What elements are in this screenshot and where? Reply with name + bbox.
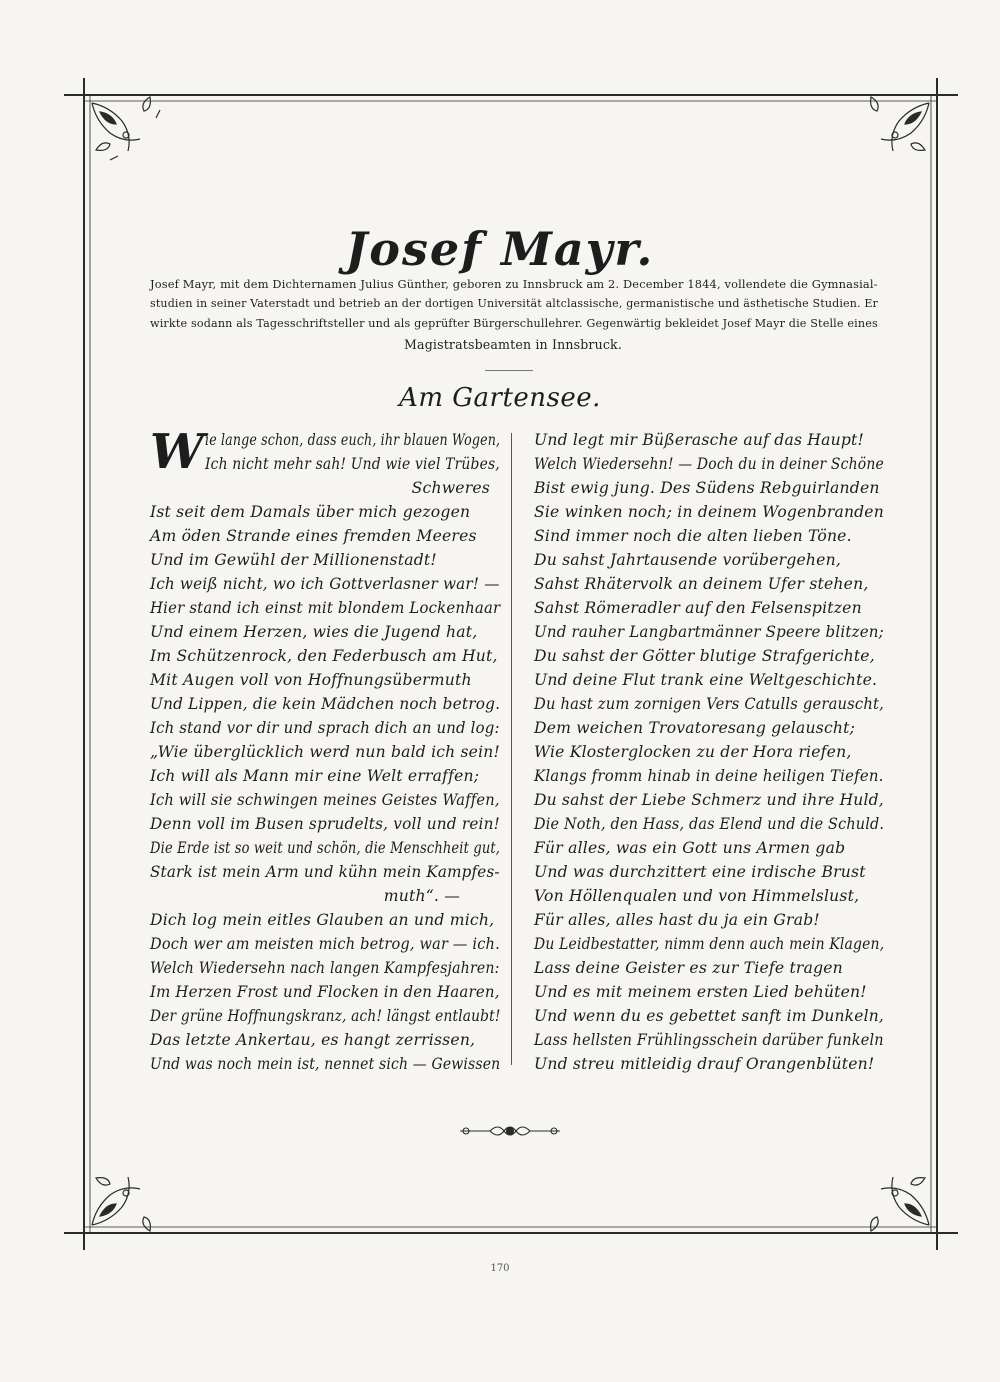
corner-ornament-bottom-right-icon [871,1177,929,1231]
verse-line: Denn voll im Busen sprudelts, voll und rein! [150,815,501,833]
verse-line: muth“. — [383,887,460,905]
verse-line: Lass deine Geister es zur Tiefe tragen [534,959,843,977]
verse-line: Dich log mein eitles Glauben an und mich, [150,911,495,929]
verse-line: Dem weichen Trovatoresang gelauscht; [534,719,856,737]
verse-line: Und deine Flut trank eine Weltgeschichte. [534,671,878,689]
biography-line: Josef Mayr, mit dem Dichternamen Julius Günther, geboren zu Innsbruck am 2. December 1844, vollendete die Gymnasial- [150,277,878,291]
verse-line: Sahst Römeradler auf den Felsenspitzen [534,599,862,617]
author-name-heading: Josef Mayr. [345,222,655,276]
verse-line: Stark ist mein Arm und kühn mein Kampfes- [150,863,500,881]
corner-ornament-top-right-icon [871,97,929,151]
biography-line: wirkte sodann als Tagesschriftsteller und als geprüfter Bürgerschullehrer. Gegenwärtig bekleidet Josef Mayr die Stelle eines [150,317,878,330]
verse-line: Und es mit meinem ersten Lied behüten! [534,983,867,1001]
verse-line: Du sahst der Liebe Schmerz und ihre Huld, [534,791,884,809]
verse-line: Hier stand ich einst mit blondem Lockenhaar [150,599,501,617]
verse-line: Klangs fromm hinab in deine heiligen Tiefen. [534,767,884,785]
verse-line: Im Herzen Frost und Flocken in den Haaren, [150,983,500,1001]
verse-line: Du sahst der Götter blutige Strafgerichte, [534,647,875,665]
verse-line: Welch Wiedersehn! — Doch du in deiner Schöne [534,455,884,473]
verse-line: Sind immer noch die alten lieben Töne. [534,527,852,545]
verse-line: Ich stand vor dir und sprach dich an und log: [150,719,500,737]
verse-line: Ich will als Mann mir eine Welt erraffen; [150,767,480,785]
verse-line: Und streu mitleidig drauf Orangenblüten! [534,1055,875,1073]
corner-ornament-bottom-left-icon [92,1177,150,1231]
verse-line: Für alles, alles hast du ja ein Grab! [534,911,820,929]
page-number: 170 [490,1263,510,1274]
verse-line: Und Lippen, die kein Mädchen noch betrog. [150,695,501,713]
biography-line: Magistratsbeamten in Innsbruck. [404,337,622,352]
verse-line: Und was noch mein ist, nennet sich — Gewissen [150,1055,501,1073]
verse-line: Und wenn du es gebettet sanft im Dunkeln, [534,1007,885,1025]
verse-line: Im Schützenrock, den Federbusch am Hut, [150,647,498,665]
column-divider [511,433,512,1065]
verse-line: Von Höllenqualen und von Himmelslust, [534,887,860,905]
verse-line: Ich will sie schwingen meines Geistes Waffen, [150,791,500,809]
verse-line: Lass hellsten Frühlingsschein darüber funkeln [534,1031,884,1049]
verse-line: Das letzte Ankertau, es hangt zerrissen, [150,1031,476,1049]
verse-line: „Wie überglücklich werd nun bald ich sein! [150,743,500,761]
corner-ornament-top-left-icon [92,97,160,160]
verse-line: Du Leidbestatter, nimm denn auch mein Klagen, [534,935,885,953]
verse-line: Bist ewig jung. Des Südens Rebguirlanden [534,479,880,497]
verse-line: Welch Wiedersehn nach langen Kampfesjahren: [150,959,500,977]
verse-line: Sie winken noch; in deinem Wogenbranden [534,503,884,521]
verse-line: Schweres [411,479,490,497]
verse-line: Am öden Strande eines fremden Meeres [150,527,477,545]
verse-line: Du sahst Jahrtausende vorübergehen, [534,551,842,569]
verse-line: Die Erde ist so weit und schön, die Menschheit gut, [150,839,501,857]
verse-line: Die Noth, den Hass, das Elend und die Schuld. [534,815,885,833]
verse-line: Ich weiß nicht, wo ich Gottverlasner war! — [150,575,500,593]
verse-line: Und einem Herzen, wies die Jugend hat, [150,623,478,641]
drop-cap: W [150,424,204,480]
verse-line: Du hast zum zornigen Vers Catulls gerauscht, [534,695,884,713]
verse-line: ie lange schon, dass euch, ihr blauen Wogen, [205,431,501,449]
verse-line: Und im Gewühl der Millionenstadt! [150,551,437,569]
verse-line: Und rauher Langbartmänner Speere blitzen; [534,623,884,641]
verse-line: Wie Klosterglocken zu der Hora riefen, [534,743,852,761]
verse-line: Und legt mir Büßerasche auf das Haupt! [534,431,864,449]
verse-line: Doch wer am meisten mich betrog, war — ich. [150,935,500,953]
poem-title: Am Gartensee. [399,383,601,413]
flourish-ornament-icon [460,1127,560,1135]
verse-line: Sahst Rhätervolk an deinem Ufer stehen, [534,575,869,593]
short-divider [485,370,533,371]
verse-line: Ich nicht mehr sah! Und wie viel Trübes, [205,455,500,473]
biography-line: studien in seiner Vaterstadt und betrieb an der dortigen Universität altclassische, germanistische und ästhetische Studien. Er [150,297,878,310]
verse-line: Und was durchzittert eine irdische Brust [534,863,866,881]
verse-line: Ist seit dem Damals über mich gezogen [150,503,471,521]
verse-line: Der grüne Hoffnungskranz, ach! längst entlaubt! [150,1007,501,1025]
verse-line: Mit Augen voll von Hoffnungsübermuth [150,671,472,689]
verse-line: Für alles, was ein Gott uns Armen gab [534,839,846,857]
